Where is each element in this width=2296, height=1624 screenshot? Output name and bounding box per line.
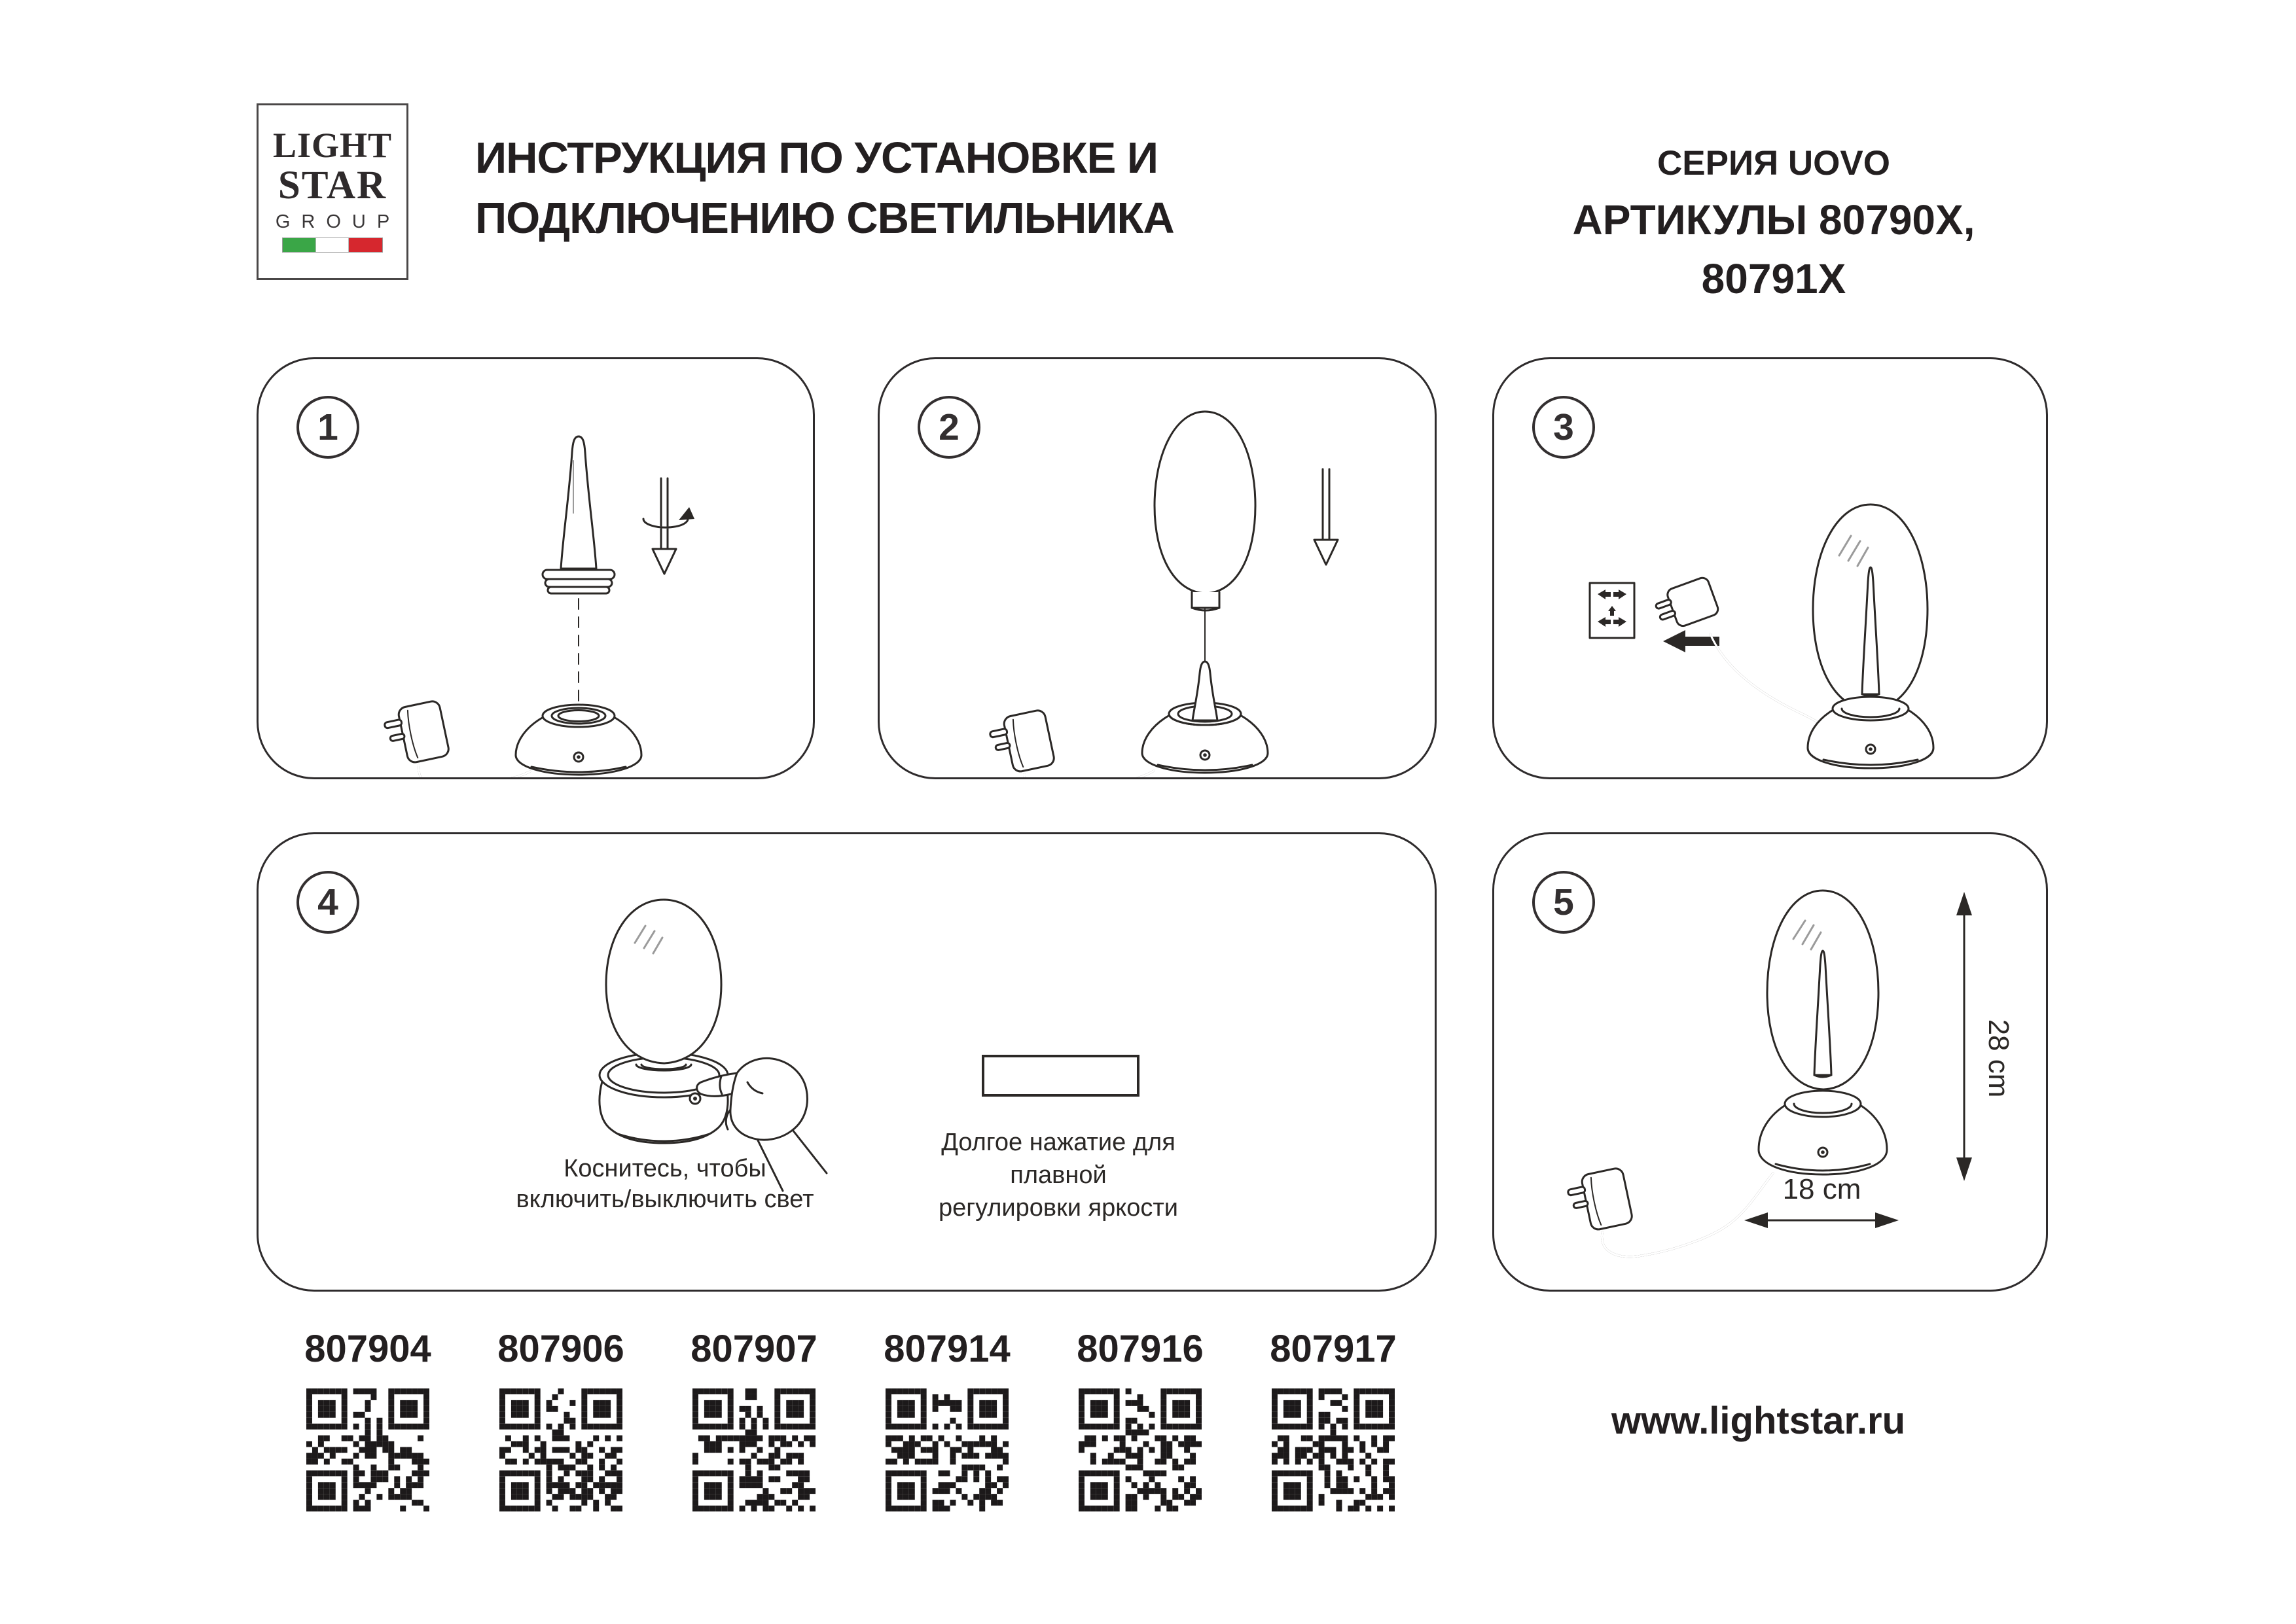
glass-shade xyxy=(1813,504,1928,710)
glass-shade xyxy=(606,900,721,1063)
power-adapter xyxy=(988,709,1056,776)
qr-code xyxy=(1272,1388,1395,1511)
wall-socket-icon xyxy=(1590,583,1634,638)
article-number: 807916 xyxy=(1077,1328,1204,1370)
page-title-line1: ИНСТРУКЦИЯ ПО УСТАНОВКЕ И xyxy=(475,133,1158,183)
step-panel-4 xyxy=(257,832,1437,1292)
glass-shade xyxy=(1767,891,1878,1089)
step-number-5: 5 xyxy=(1532,871,1595,934)
width-dimension-label: 18 cm xyxy=(1782,1173,1861,1205)
lightstar-logo xyxy=(257,103,408,280)
power-adapter xyxy=(1652,576,1719,632)
diffuser-cone-installed xyxy=(1193,662,1217,720)
longpress-caption: Долгое нажатие для плавной регулировки яркости xyxy=(938,1129,1179,1222)
lamp-base xyxy=(1808,697,1933,768)
qr-code xyxy=(692,1388,816,1511)
step2-drawing-place-shade xyxy=(880,359,1435,777)
logo-word-light: LIGHT xyxy=(272,126,393,165)
power-adapter xyxy=(382,700,450,767)
step-panel-5 xyxy=(1492,832,2048,1292)
step-number-4: 4 xyxy=(296,871,359,934)
page-title xyxy=(475,128,1247,249)
step1-drawing-insert-diffuser xyxy=(259,359,813,777)
italian-flag-icon xyxy=(282,238,383,253)
step-panel-3 xyxy=(1492,357,2048,779)
articles-range-line2: 80791X xyxy=(1701,255,1846,302)
step-number-1: 1 xyxy=(296,396,359,459)
website-url: www.lightstar.ru xyxy=(1611,1400,1906,1442)
arrow-down-icon xyxy=(1314,469,1338,565)
articles-range-line1: АРТИКУЛЫ 80790X, xyxy=(1572,196,1975,243)
power-adapter xyxy=(1566,1167,1634,1234)
lamp-base xyxy=(600,1053,728,1143)
article-number: 807914 xyxy=(884,1328,1011,1370)
touch-caption: Коснитесь, чтобы включить/выключить свет xyxy=(516,1155,814,1213)
logo-word-star: STAR xyxy=(278,164,387,207)
series-name: СЕРИЯ UOVO xyxy=(1657,144,1890,183)
qr-code xyxy=(499,1388,622,1511)
article-number: 807917 xyxy=(1270,1328,1397,1370)
height-dimension-label: 28 cm xyxy=(1982,1019,2015,1098)
lamp-base xyxy=(516,705,641,775)
flag-green-stripe xyxy=(283,238,315,252)
diffuser-cone xyxy=(543,436,615,593)
glass-shade xyxy=(1155,412,1255,610)
power-cord xyxy=(419,765,530,777)
qr-code xyxy=(306,1388,429,1511)
dimension-arrow-horizontal xyxy=(1744,1212,1899,1228)
step-number-2: 2 xyxy=(918,396,980,459)
page-title-line2: ПОДКЛЮЧЕНИЮ СВЕТИЛЬНИКА xyxy=(475,194,1174,243)
qr-code xyxy=(886,1388,1009,1511)
power-cord xyxy=(1024,771,1154,777)
lamp-base xyxy=(1759,1091,1887,1174)
flag-red-stripe xyxy=(349,238,382,252)
logo-word-group: GROUP xyxy=(275,211,401,232)
step4-drawing-touch-control xyxy=(259,834,1435,1291)
flag-white-stripe xyxy=(315,238,349,252)
article-number: 807906 xyxy=(497,1328,624,1370)
step-panel-2 xyxy=(878,357,1437,779)
step-number-3: 3 xyxy=(1532,396,1595,459)
qr-code xyxy=(1079,1388,1202,1511)
article-number: 807907 xyxy=(691,1328,817,1370)
step3-drawing-plug-in xyxy=(1494,359,2046,777)
dimension-arrow-vertical xyxy=(1956,892,1972,1181)
rotate-insert-icon xyxy=(643,478,694,574)
brightness-bar xyxy=(982,1055,1139,1097)
step5-drawing-dimensions xyxy=(1494,834,2046,1291)
article-number: 807904 xyxy=(304,1328,431,1370)
step-panel-1 xyxy=(257,357,815,779)
